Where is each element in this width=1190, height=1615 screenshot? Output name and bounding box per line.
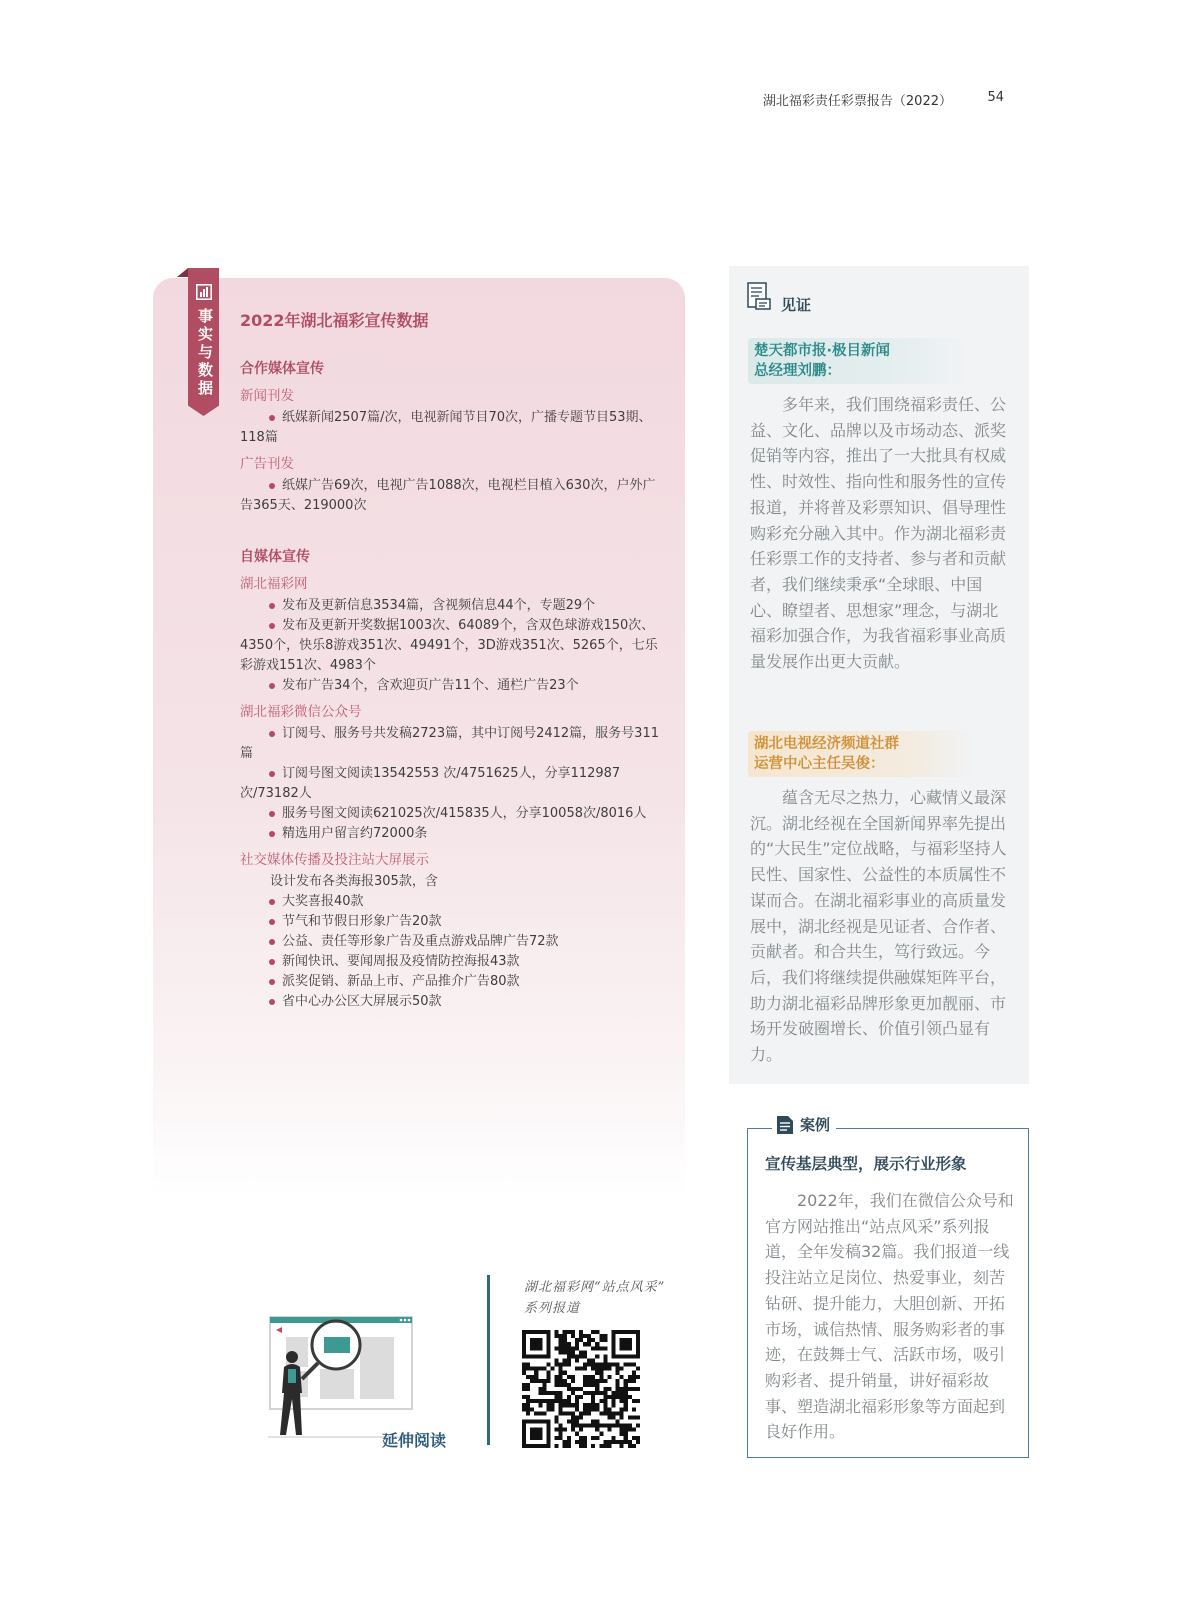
report-title: 湖北福彩责任彩票报告（2022） [762,94,952,109]
extended-reading-label: 延伸阅读 [382,1431,447,1450]
social-intro: 设计发布各类海报305款，含 [270,874,438,889]
social-heading: 社交媒体传播及投注站大屏展示 [240,852,429,868]
list-item: 节气和节假日形象广告20款 [240,912,660,932]
qr-caption-line1: 湖北福彩网“站点风采” [524,1280,666,1295]
witness-title: 见证 [781,296,812,314]
website-heading: 湖北福彩网 [240,576,308,592]
news-heading: 新闻刊发 [240,388,294,404]
page-number: 54 [987,90,1004,105]
speaker-2-line1: 湖北电视经济频道社群 [754,736,899,752]
list-item: 发布及更新信息3534篇，含视频信息44个，专题29个 [240,596,660,616]
speaker-1-line2: 总经理刘鹏： [754,363,841,379]
list-item: 发布广告34个，含欢迎页广告11个、通栏广告23个 [240,676,660,696]
list-item: 大奖喜报40款 [240,892,660,912]
quote-text: 多年来，我们围绕福彩责任、公益、文化、品牌以及市场动态、派奖促销等内容，推出了一大批具有权威性、时效性、指向性和服务性的宣传报道，并将普及彩票知识、倡导理性购彩充分融入其中。作为湖北福彩责任彩票工作的支持者、参与者和贡献者，我们继续秉承“全球眼、中国心、瞭望者、思想家”理念，与湖北福彩加强合作，为我省福彩事业高质量发展作出更大贡献。 [750,395,1007,672]
list-item: 订阅号、服务号共发稿2723篇，其中订阅号2412篇，服务号311篇 [240,724,660,764]
bar-chart-icon [196,284,212,300]
ribbon-fold [177,268,188,277]
qr-caption [524,1277,665,1319]
list-item: 服务号图文阅读621025次/415835人，分享10058次/8016人 [240,804,660,824]
divider [487,1275,490,1445]
list-item: 订阅号图文阅读13542553 次/4751625人，分享112987次/73182人 [240,764,660,804]
list-item: 精选用户留言约72000条 [240,824,660,844]
cooperative-media-heading: 合作媒体宣传 [240,361,324,377]
speaker-1-line1: 楚天都市报·极目新闻 [754,343,891,359]
list-item: 纸媒新闻2507篇/次，电视新闻节目70次，广播专题节目53期、118篇 [240,408,660,448]
wechat-heading: 湖北福彩微信公众号 [240,704,362,720]
list-item: 纸媒广告69次，电视广告1088次，电视栏目植入630次，户外广告365天、219000次 [240,476,660,516]
quote-text: 蕴含无尽之热力，心藏情义最深沉。湖北经视在全国新闻界率先提出的“大民生”定位战略，与福彩坚持人民性、国家性、公益性的本质属性不谋而合。在湖北福彩事业的高质量发展中，湖北经视是见证者、合作者、贡献者。和合共生，笃行致远。今后，我们将继续提供融媒矩阵平台，助力湖北福彩品牌形象更加靓丽、市场开发破圈增长、价值引领凸显有力。 [750,788,1007,1065]
facts-title: 2022年湖北福彩宣传数据 [240,311,429,330]
list-item: 公益、责任等形象广告及重点游戏品牌广告72款 [240,932,660,952]
ribbon-label: 事实与数据 [196,308,214,398]
qr-caption-line2: 系列报道 [524,1301,581,1316]
list-item: 派奖促销、新品上市、产品推介广告80款 [240,972,660,992]
ad-heading: 广告刊发 [240,456,294,472]
case-title: 宣传基层典型，展示行业形象 [765,1155,967,1173]
qr-code[interactable] [522,1330,640,1448]
speaker-label [748,338,968,384]
magnifier-illustration [268,1315,418,1445]
document-icon [747,282,773,312]
facts-content [240,308,660,1012]
case-body: 2022年，我们在微信公众号和官方网站推出“站点风采”系列报道，全年发稿32篇。我们报道一线投注站立足岗位、热爱事业，刻苦钻研、提升能力，大胆创新、开拓市场，诚信热情、服务购彩者的事迹，在鼓舞士气、活跃市场，吸引购彩者、提升销量，讲好福彩故事、塑造湖北福彩形象等方面起到良好作用。 [765,1191,1014,1442]
speaker-2-line2: 运营中心主任吴俊： [754,756,885,772]
case-document-icon [776,1115,794,1135]
list-item: 省中心办公区大屏展示50款 [240,992,660,1012]
list-item: 发布及更新开奖数据1003次、64089个，含双色球游戏150次、4350个，快乐8游戏351次、49491个，3D游戏351次、5265个，七乐彩游戏151次、4983个 [240,616,660,676]
self-media-heading: 自媒体宣传 [240,549,310,565]
case-header [772,1114,836,1135]
case-label: 案例 [800,1116,831,1134]
speaker-label [748,731,976,777]
list-item: 新闻快讯、要闻周报及疫情防控海报43款 [240,952,660,972]
